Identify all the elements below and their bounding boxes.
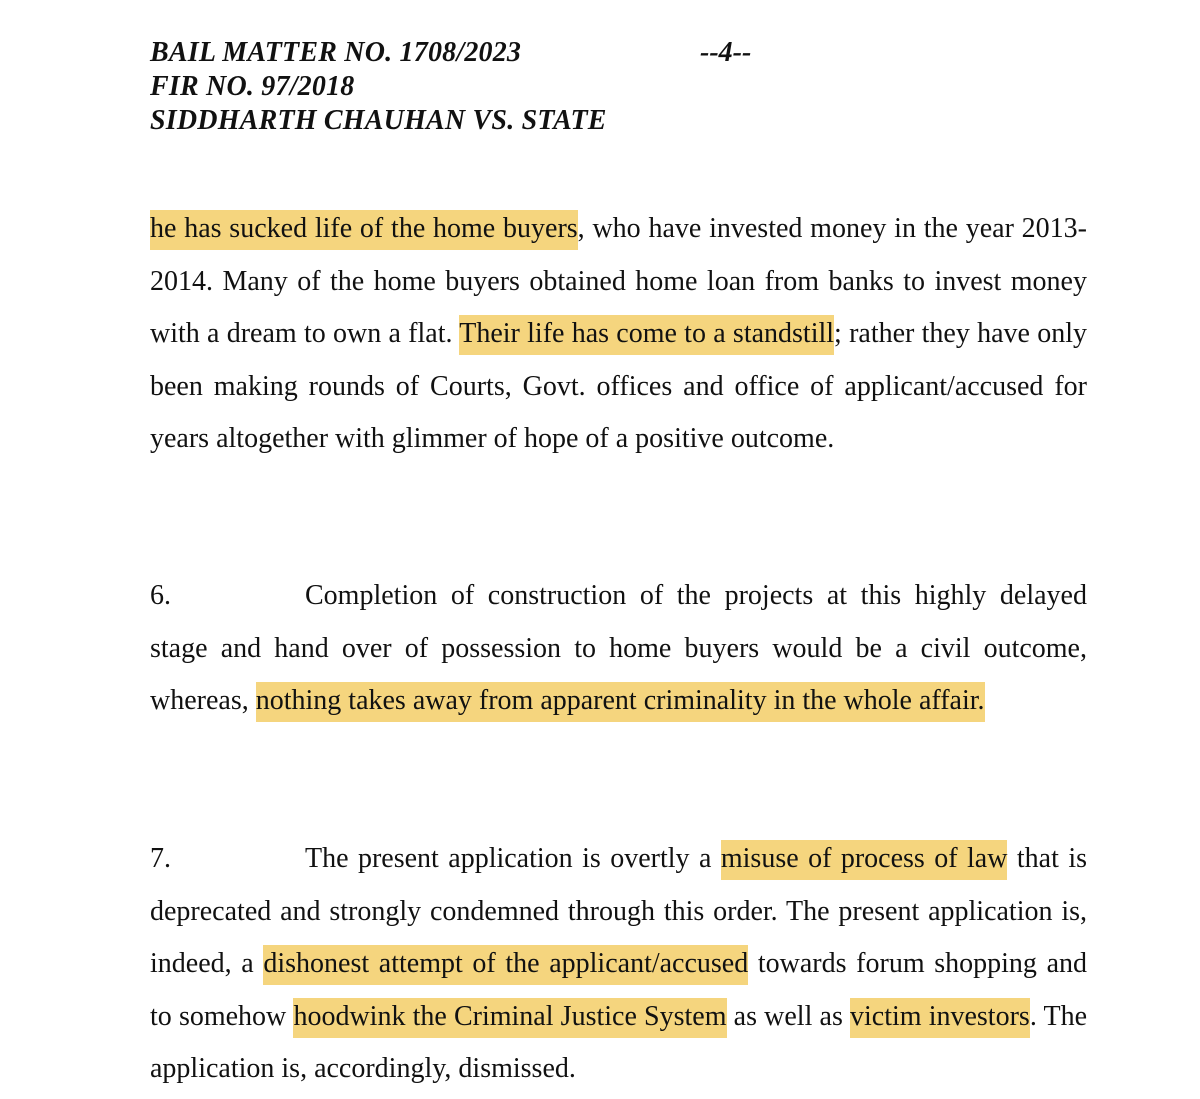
paragraph-text: ; rather they have only been making rounds of Courts, Govt. offices and office of applicant/accused for years altogether with glimmer of hope of a positive outcome. (150, 318, 1087, 454)
highlighted-text: Their life has come to a standstill (459, 315, 834, 355)
highlighted-text: nothing takes away from apparent criminality in the whole affair. (256, 682, 985, 722)
paragraph-text: towards forum shopping and to somehow (150, 948, 1087, 1032)
bail-matter-number: BAIL MATTER NO. 1708/2023 (150, 37, 522, 68)
highlighted-text: dishonest attempt of the applicant/accused (263, 945, 748, 985)
paragraph-text: . The application is, accordingly, dismissed. (150, 1000, 1087, 1084)
paragraph-continued (150, 203, 1087, 466)
paragraph-text: The present application is overtly a (305, 843, 721, 874)
highlighted-text: hoodwink the Criminal Justice System (293, 998, 726, 1038)
paragraph-6 (150, 570, 1087, 728)
paragraph-text: Completion of construction of the projects at this highly delayed stage and hand over of possession to home buyers would be a civil outcome, whereas, (150, 580, 1087, 716)
case-header (150, 36, 607, 138)
highlighted-text: victim investors (850, 998, 1030, 1038)
paragraph-text: , who have invested money in the year 2013-2014. Many of the home buyers obtained home loan from banks to invest money with a dream to own a flat. (150, 213, 1087, 349)
highlighted-text: misuse of process of law (721, 840, 1008, 880)
fir-number: FIR NO. 97/2018 (150, 71, 355, 102)
paragraph-text: that is deprecated and strongly condemned through this order. The present application is, indeed, a (150, 843, 1087, 979)
highlighted-text: he has sucked life of the home buyers (150, 210, 578, 250)
paragraph-number: 7. (150, 843, 171, 874)
case-title: SIDDHARTH CHAUHAN VS. STATE (150, 105, 607, 136)
paragraph-text: as well as (726, 1000, 850, 1032)
paragraph-number: 6. (150, 580, 171, 611)
page-number: --4-- (700, 37, 752, 68)
paragraph-7 (150, 833, 1087, 1096)
